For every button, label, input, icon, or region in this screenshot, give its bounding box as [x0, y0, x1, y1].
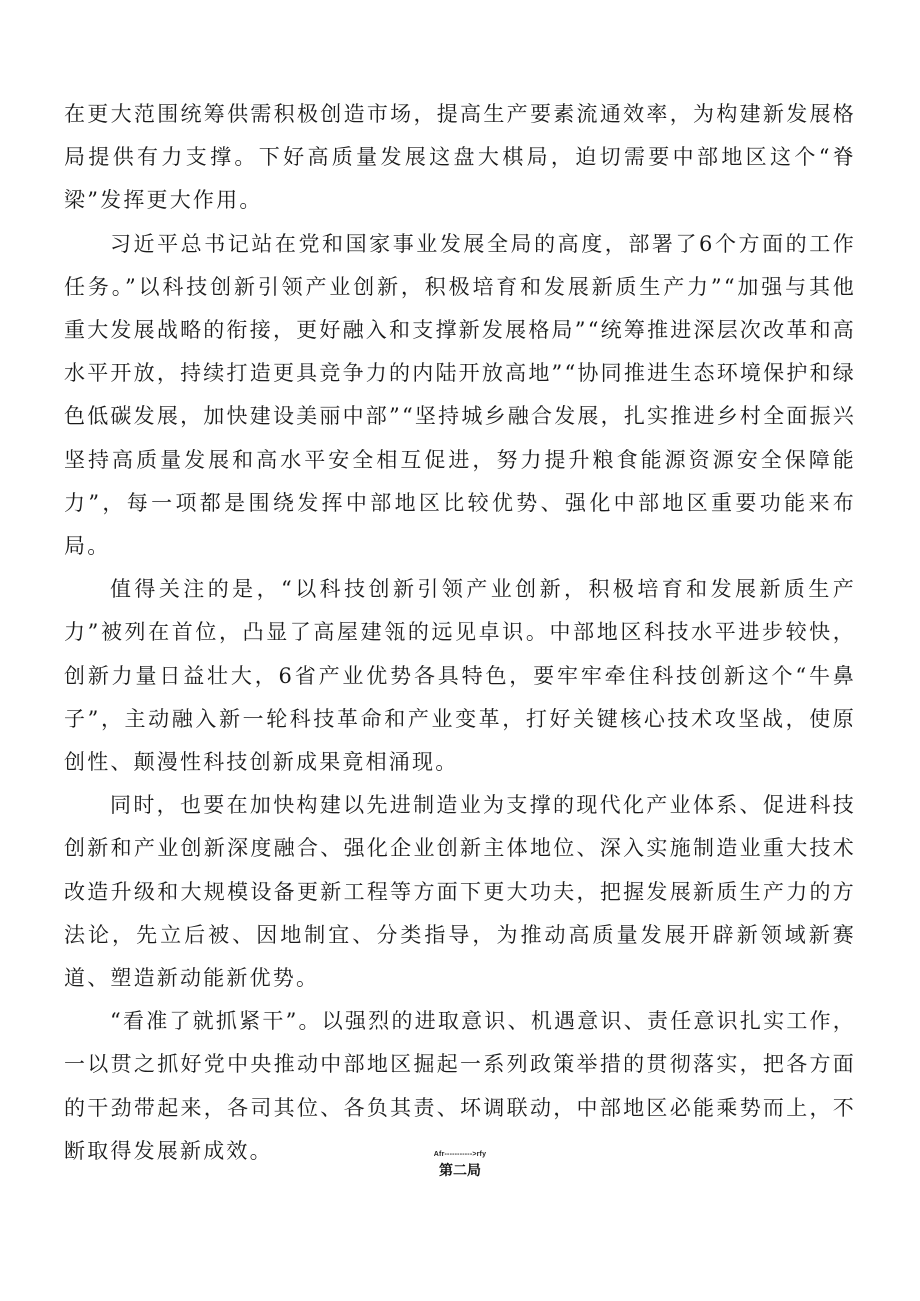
paragraph-take-action: “看准了就抓紧干”。以强烈的进取意识、机遇意识、责任意识扎实工作，一以贯之抓好党中央推动中部地区掘起一系列政策举措的贯彻落实，把各方面的干劲带起来，各司其位、各负其责、坏调联动，中部地区必能乘势而上，不断取得发展新成效。 — [64, 1009, 856, 1163]
document-body — [64, 93, 856, 1173]
page-footer — [0, 1150, 920, 1180]
paragraph-industrial-system: 同时，也要在加快构建以先进制造业为支撑的现代化产业体系、促进科技创新和产业创新深度融合、强化企业创新主体地位、深入实施制造业重大技术改造升级和大规模设备更新工程等方面下更大功夫，把握发展新质生产力的方法论，先立后被、因地制宜、分类指导，为推动高质量发展开辟新领域新赛道、塑造新动能新优势。 — [64, 793, 856, 991]
paragraph-continued: 在更大范围统筹供需积极创造市场，提高生产要素流通效率，为构建新发展格局提供有力支撑。下好高质量发展这盘大棋局，迫切需要中部地区这个“脊梁”发挥更大作用。 — [64, 102, 856, 213]
paragraph-work-tasks: 习近平总书记站在党和国家事业发展全局的高度，部署了6个方面的工作任务。”以科技创新引领产业创新，积极培育和发展新质生产力”“加强与其他重大发展战略的衔接，更好融入和支撑新发展格局”“统筹推进深层次改革和高水平开放，持续打造更具竞争力的内陆开放高地”“协同推进生态环境保护和绿色低碳发展，加快建设美丽中部”“坚持城乡融合发展，扎实推进乡村全面振兴坚持高质量发展和高水平安全相互促进，努力提升粮食能源资源安全保障能力”，每一项都是围绕发挥中部地区比较优势、强化中部地区重要功能来布局。 — [64, 231, 856, 559]
footer-section-label: 第二局 — [439, 1163, 481, 1179]
paragraph-innovation-priority: 值得关注的是，“以科技创新引领产业创新，积极培育和发展新质生产力”被列在首位，凸显了高屋建瓴的远见卓识。中部地区科技水平进步较快，创新力量日益壮大，6省产业优势各具特色，要牢牢牵住科技创新这个“牛鼻子”，主动融入新一轮科技革命和产业变革，打好关键核心技术攻坚战，使原创性、颠漫性科技创新成果竟相涌现。 — [64, 577, 856, 775]
footer-mark: Afr----------->rfy — [433, 1151, 487, 1158]
